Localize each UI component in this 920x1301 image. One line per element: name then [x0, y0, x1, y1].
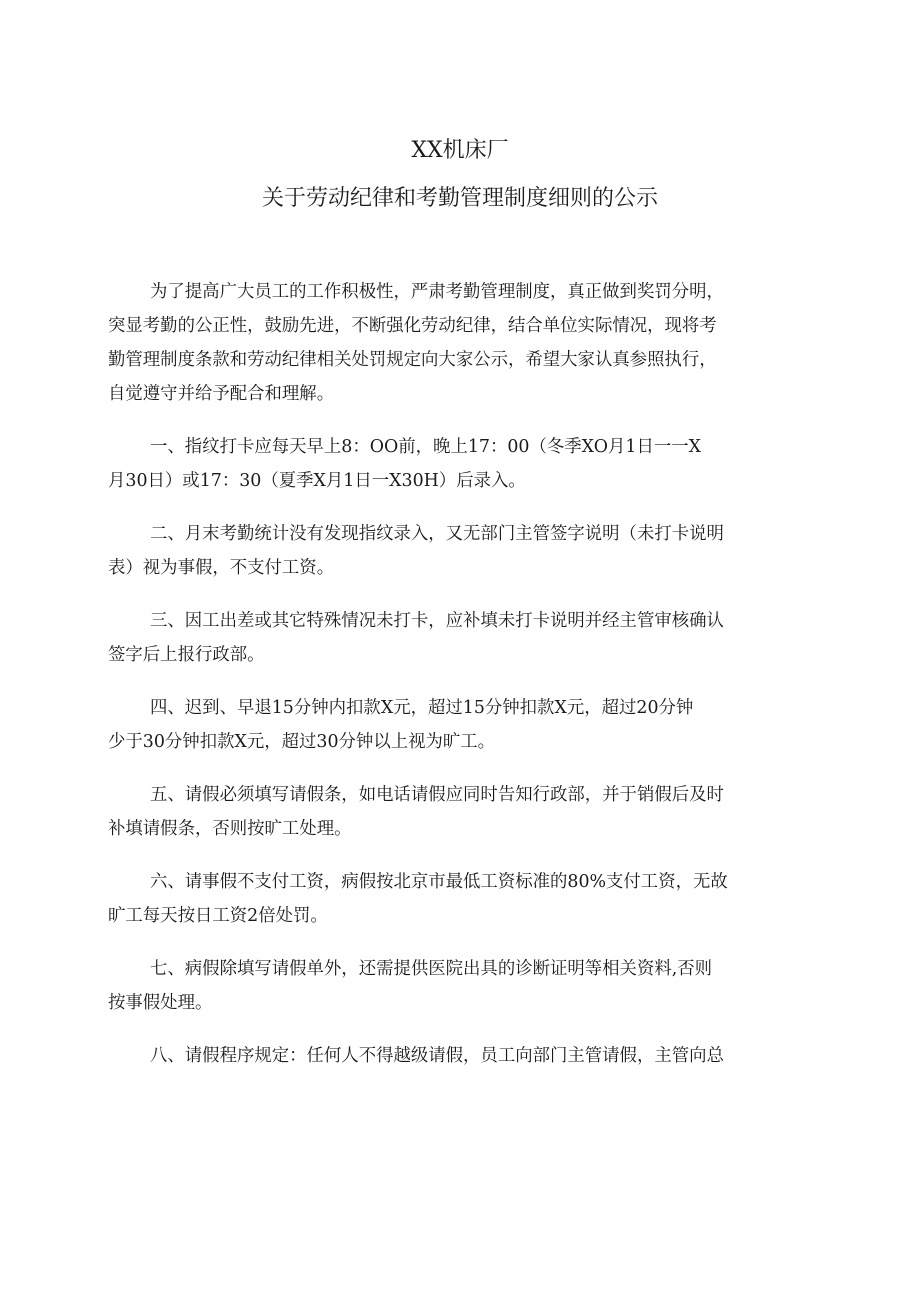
paragraph-line: 七、病假除填写请假单外，还需提供医院出具的诊断证明等相关资料,否则: [150, 959, 713, 979]
paragraph-line: 八、请假程序规定：任何人不得越级请假，员工向部门主管请假，主管向总: [150, 1046, 724, 1066]
paragraph-line: 六、请事假不支付工资，病假按北京市最低工资标准的80%支付工资，无故: [150, 872, 728, 892]
paragraph-rule-2: [108, 517, 820, 585]
document-body: [108, 275, 820, 1092]
paragraph-rule-3: [108, 604, 820, 672]
paragraph-line: 二、月末考勤统计没有发现指纹录入，又无部门主管签字说明（未打卡说明: [150, 524, 724, 544]
paragraph-line: 四、迟到、早退15分钟内扣款X元，超过15分钟扣款X元，超过20分钟: [150, 698, 694, 718]
paragraph-line: 月30日）或17：30（夏季X月1日一X30H）后录入。: [108, 471, 526, 491]
paragraph-line: 签字后上报行政部。: [108, 645, 265, 665]
paragraph-line: 补填请假条，否则按旷工处理。: [108, 819, 352, 839]
paragraph-rule-8: [108, 1039, 820, 1073]
paragraph-line: 一、指纹打卡应每天早上8：OO前，晚上17：00（冬季XO月1日一一X: [150, 437, 701, 457]
paragraph-line: 旷工每天按日工资2倍处罚。: [108, 906, 328, 926]
paragraph-rule-6: [108, 865, 820, 933]
paragraph-line: 勤管理制度条款和劳动纪律相关处罚规定向大家公示，希望大家认真参照执行，: [108, 350, 717, 370]
paragraph-line: 自觉遵守并给予配合和理解。: [108, 384, 335, 404]
paragraph-line: 少于30分钟扣款X元，超过30分钟以上视为旷工。: [108, 732, 496, 752]
paragraph-line: 突显考勤的公正性，鼓励先进，不断强化劳动纪律，结合单位实际情况，现将考: [108, 316, 717, 336]
paragraph-rule-4: [108, 691, 820, 759]
paragraph-rule-7: [108, 952, 820, 1020]
paragraph-line: 三、因工出差或其它特殊情况未打卡，应补填未打卡说明并经主管审核确认: [150, 611, 724, 631]
paragraph-line: 按事假处理。: [108, 993, 213, 1013]
paragraph-intro: [108, 275, 820, 411]
paragraph-rule-5: [108, 778, 820, 846]
paragraph-rule-1: [108, 430, 820, 498]
organization-title: XX机床厂: [411, 138, 509, 163]
paragraph-line: 表）视为事假，不支付工资。: [108, 558, 335, 578]
paragraph-line: 五、请假必须填写请假条，如电话请假应同时告知行政部，并于销假后及时: [150, 785, 724, 805]
paragraph-line: 为了提高广大员工的工作积极性，严肃考勤管理制度，真正做到奖罚分明，: [150, 282, 724, 302]
document-title: 关于劳动纪律和考勤管理制度细则的公示: [261, 186, 658, 211]
